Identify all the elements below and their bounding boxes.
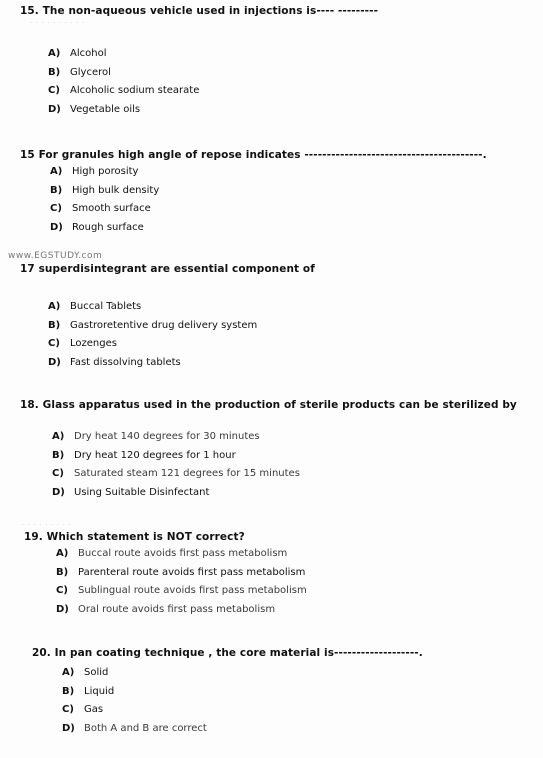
option-letter: D): [62, 722, 75, 734]
option-text: Parenteral route avoids first pass metabolism: [78, 566, 306, 578]
option-text: Gas: [84, 704, 104, 715]
question-3-option-d[interactable]: [48, 354, 257, 373]
option-letter: B): [62, 685, 75, 697]
question-2-option-b[interactable]: [50, 182, 159, 201]
option-text: Dry heat 120 degrees for 1 hour: [74, 449, 236, 461]
option-letter: A): [48, 48, 61, 59]
question-4-option-a[interactable]: [52, 428, 300, 447]
option-letter: A): [50, 166, 63, 177]
question-1-option-c[interactable]: [48, 82, 199, 101]
option-text: Both A and B are correct: [84, 722, 207, 734]
option-text: Dry heat 140 degrees for 30 minutes: [74, 431, 260, 442]
question-1-options: [48, 45, 199, 119]
option-letter: C): [48, 338, 60, 349]
option-text: Vegetable oils: [70, 103, 141, 115]
question-3-option-a[interactable]: [48, 298, 257, 317]
question-1-option-b[interactable]: [48, 64, 199, 83]
question-4-stem: 18. Glass apparatus used in the production of sterile products can be sterilized by: [20, 399, 517, 411]
option-letter: B): [50, 184, 63, 196]
option-text: Saturated steam 121 degrees for 15 minutes: [74, 468, 300, 479]
option-letter: A): [62, 667, 75, 678]
option-letter: A): [52, 431, 65, 442]
option-letter: A): [48, 301, 61, 312]
option-text: Liquid: [84, 685, 115, 697]
option-letter: D): [48, 103, 61, 115]
question-1-option-d[interactable]: [48, 101, 199, 120]
option-text: Fast dissolving tablets: [70, 356, 181, 368]
question-1-option-a[interactable]: [48, 45, 199, 64]
option-letter: D): [50, 221, 63, 233]
option-letter: B): [48, 66, 61, 78]
question-6-option-d[interactable]: [62, 720, 207, 739]
question-6-option-c[interactable]: [62, 701, 207, 720]
option-text: Buccal route avoids first pass metabolism: [78, 548, 288, 559]
option-text: Sublingual route avoids first pass metabolism: [78, 585, 307, 596]
question-1-stem: 15. The non-aqueous vehicle used in injections is---- ---------: [20, 5, 379, 17]
question-6-stem: 20. In pan coating technique , the core material is-------------------.: [32, 647, 423, 659]
option-text: Gastroretentive drug delivery system: [70, 319, 258, 331]
option-text: Solid: [84, 667, 109, 678]
watermark-text: www.EGSTUDY.com: [8, 251, 103, 261]
question-5-option-c[interactable]: [56, 582, 307, 601]
question-4-options: [52, 428, 300, 502]
option-letter: C): [52, 468, 64, 479]
option-letter: C): [50, 203, 62, 214]
option-text: Oral route avoids first pass metabolism: [78, 603, 276, 615]
question-6-option-b[interactable]: [62, 683, 207, 702]
option-text: High bulk density: [72, 184, 160, 196]
question-4-option-c[interactable]: [52, 465, 300, 484]
option-text: Alcohol: [70, 48, 107, 59]
question-2-option-d[interactable]: [50, 219, 159, 238]
option-letter: A): [56, 548, 69, 559]
question-2-option-c[interactable]: [50, 200, 159, 219]
option-letter: B): [52, 449, 65, 461]
watermark-smudge: · · · · · · · · ·: [22, 522, 72, 529]
question-3-option-b[interactable]: [48, 317, 257, 336]
option-letter: D): [56, 603, 69, 615]
option-text: Glycerol: [70, 66, 111, 78]
option-text: Buccal Tablets: [70, 301, 142, 312]
question-4-option-b[interactable]: [52, 447, 300, 466]
option-text: Alcoholic sodium stearate: [70, 85, 200, 96]
question-3-option-c[interactable]: [48, 335, 257, 354]
option-letter: C): [56, 585, 68, 596]
question-2-option-a[interactable]: [50, 163, 159, 182]
option-text: Using Suitable Disinfectant: [74, 486, 210, 498]
question-4-option-d[interactable]: [52, 484, 300, 503]
question-2-stem: 15 For granules high angle of repose indicates ----------------------------------------.: [20, 149, 487, 161]
question-6-options: [62, 664, 207, 738]
question-3-stem: 17 superdisintegrant are essential component of: [20, 263, 315, 275]
option-letter: D): [52, 486, 65, 498]
question-5-stem: 19. Which statement is NOT correct?: [24, 531, 245, 543]
question-2-options: [50, 163, 159, 237]
question-5-option-a[interactable]: [56, 545, 307, 564]
option-text: Rough surface: [72, 221, 144, 233]
question-5-option-d[interactable]: [56, 601, 307, 620]
option-letter: C): [62, 704, 74, 715]
option-letter: B): [56, 566, 69, 578]
option-text: High porosity: [72, 166, 139, 177]
question-3-options: [48, 298, 257, 372]
question-5-options: [56, 545, 307, 619]
option-letter: C): [48, 85, 60, 96]
option-letter: D): [48, 356, 61, 368]
question-5-option-b[interactable]: [56, 564, 307, 583]
option-text: Lozenges: [70, 338, 117, 349]
option-text: Smooth surface: [72, 203, 151, 214]
option-letter: B): [48, 319, 61, 331]
watermark-smudge: · · · · · · · · · ·: [30, 20, 86, 27]
question-6-option-a[interactable]: [62, 664, 207, 683]
